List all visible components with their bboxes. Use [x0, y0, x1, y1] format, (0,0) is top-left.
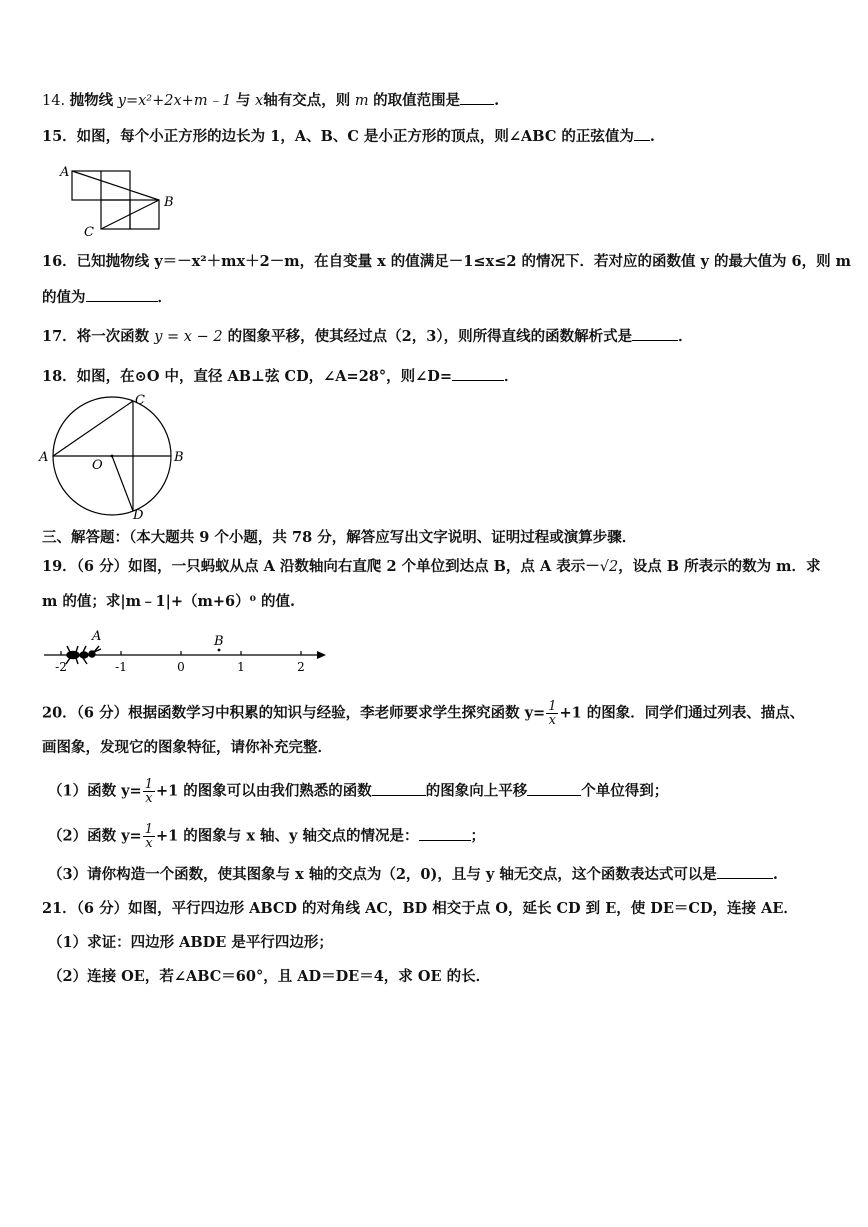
question-17: [42, 326, 693, 347]
q20-p1-frac-den: x: [145, 791, 153, 806]
q15-grid-figure: [56, 160, 180, 238]
q20-p1-frac-num: 1: [144, 777, 153, 792]
q19-text-post: ，设点 B 所表示的数为 m．求: [618, 558, 821, 575]
question-21-part-2: （2）连接 OE，若∠ABC＝60°，且 AD＝DE＝4，求 OE 的长．: [48, 968, 491, 985]
q17-formula: y = x − 2: [154, 329, 223, 345]
question-15: [42, 126, 655, 147]
q15-text: 15．如图，每个小正方形的边长为 1，A、B、C 是小正方形的顶点，则∠ABC 的正弦值为: [42, 128, 634, 145]
q20-frac-num: 1: [548, 699, 557, 714]
question-21-line-1: 21．（6 分）如图，平行四边形 ABCD 的对角线 AC，BD 相交于点 O，延长 CD 到 E，使 DE＝CD，连接 AE．: [42, 900, 798, 917]
q15-label-c: C: [84, 225, 94, 238]
question-20-part-1: [48, 778, 668, 805]
q20-p2-end: ；: [470, 827, 485, 845]
q15-label-b: B: [164, 195, 174, 210]
q19-number-line: [40, 628, 332, 674]
q14-text-mid: 与: [235, 92, 251, 109]
q14-formula: y=x²+2x+m﹣1: [117, 93, 232, 109]
q20-p1-pre: （1）函数 y=: [48, 782, 142, 800]
q14-end: .: [494, 92, 500, 109]
q19-sqrt: √2: [599, 559, 619, 575]
q19-tick-label-2: 0: [177, 660, 185, 674]
q15-answer-blank[interactable]: [634, 126, 650, 141]
q20-p2-frac-den: x: [145, 836, 153, 851]
q17-end: ．: [678, 328, 693, 345]
q20-p3-blank[interactable]: [717, 864, 773, 879]
q18-label-a: A: [39, 450, 49, 465]
q14-text-mid2: 轴有交点，则: [263, 92, 351, 109]
q20-p2-fraction: [143, 823, 155, 850]
q14-m: m: [354, 93, 369, 109]
q18-label-o: O: [92, 458, 103, 473]
q20-p2-pre: （2）函数 y=: [48, 827, 142, 845]
q16-text-2: 的值为: [42, 289, 86, 306]
q18-end: ．: [504, 368, 519, 385]
q18-label-c: C: [135, 393, 145, 408]
q20-fraction: [546, 700, 558, 727]
q18-label-b: B: [174, 450, 184, 465]
q20-p1-mid: +1 的图象可以由我们熟悉的函数: [156, 782, 372, 800]
q18-label-d: D: [133, 508, 144, 520]
q19-tick-label-1: -1: [115, 660, 127, 674]
q14-answer-blank[interactable]: [460, 90, 494, 105]
question-20-part-3: [48, 864, 778, 885]
question-16-line-2: [42, 287, 172, 308]
q20-p1-mid2: 的图象向上平移: [425, 782, 528, 800]
q20-p1-blank-2[interactable]: [527, 781, 581, 796]
question-18: [42, 366, 519, 387]
q20-p1-fraction: [143, 778, 155, 805]
q15-end: .: [649, 128, 655, 145]
q20-p2-post: +1 的图象与 x 轴、y 轴交点的情况是：: [156, 827, 419, 845]
q19-tick-label-4: 2: [297, 660, 305, 674]
q19-tick-label-0: -2: [55, 660, 67, 674]
q19-label-b: B: [214, 634, 224, 649]
q20-p3-end: .: [772, 866, 778, 883]
q17-answer-blank[interactable]: [632, 326, 678, 341]
question-20-part-2: [48, 823, 485, 850]
q20-text-pre: 20．（6 分）根据函数学习中积累的知识与经验，李老师要求学生探究函数 y=: [42, 704, 546, 722]
question-19-line-1: [42, 557, 820, 577]
q19-label-a: A: [92, 629, 102, 644]
q19-text-pre: 19．（6 分）如图，一只蚂蚁从点 A 沿数轴向右直爬 2 个单位到达点 B，点 A 表示－: [42, 558, 600, 575]
question-14: [42, 90, 499, 111]
q17-text-post: 的图象平移，使其经过点（2，3），则所得直线的函数解析式是: [227, 328, 633, 345]
q16-end: ．: [157, 289, 172, 306]
q20-p2-frac-num: 1: [144, 822, 153, 837]
q18-text: 18．如图，在⊙O 中，直径 AB⊥弦 CD，∠A=28°，则∠D=: [42, 368, 452, 385]
q20-p1-post: 个单位得到；: [581, 782, 669, 800]
q20-p3-text: （3）请你构造一个函数，使其图象与 x 轴的交点为（2，0)，且与 y 轴无交点，这个函数表达式可以是: [48, 866, 717, 883]
q14-number: 14.: [42, 93, 66, 109]
question-19-line-2: m 的值；求|m﹣1|+（m+6）⁰ 的值.: [42, 593, 296, 610]
q19-point-b: [218, 649, 221, 652]
q18-answer-blank[interactable]: [452, 366, 504, 381]
q20-p1-blank-1[interactable]: [372, 781, 426, 796]
question-16-line-1: 16．已知抛物线 y＝－x²＋mx＋2－m，在自变量 x 的值满足－1≤x≤2 的情况下．若对应的函数值 y 的最大值为 6，则 m: [42, 253, 852, 270]
q14-text-post: 的取值范围是: [373, 92, 461, 109]
question-20-line-2: 画图象，发现它的图象特征，请你补充完整．: [42, 739, 332, 756]
q19-axis-arrow: [317, 651, 326, 659]
q20-p2-blank[interactable]: [419, 826, 471, 841]
q20-text-post: +1 的图象．同学们通过列表、描点、: [559, 704, 805, 722]
q14-x: x: [255, 93, 264, 109]
q19-tick-label-3: 1: [237, 660, 245, 674]
q16-answer-blank[interactable]: [86, 287, 158, 302]
q15-label-a: A: [60, 165, 70, 180]
question-20-line-1: [42, 700, 804, 727]
q14-text-pre: 抛物线: [69, 92, 114, 109]
q20-frac-den: x: [548, 713, 556, 728]
question-21-part-1: （1）求证：四边形 ABDE 是平行四边形；: [48, 934, 333, 951]
section-3-heading: 三、解答题：（本大题共 9 个小题，共 78 分，解答应写出文字说明、证明过程或演算步骤．: [42, 529, 637, 546]
q17-text-pre: 17．将一次函数: [42, 328, 150, 345]
q18-circle-figure: [36, 390, 186, 520]
